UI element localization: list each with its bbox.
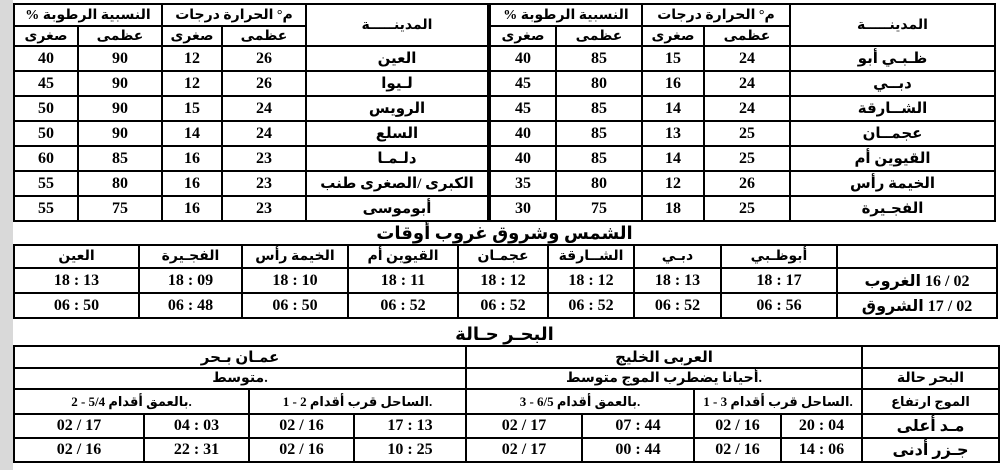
- humidity-min-cell: 50: [14, 121, 78, 146]
- table-row: [14, 96, 488, 121]
- emirates-weather-table: [489, 3, 996, 222]
- table-row: [14, 146, 488, 171]
- tide-time-cell: 04‎ ‎:‎ ‎03: [144, 414, 249, 438]
- city-weather-tables: [13, 3, 1000, 222]
- sea-state-row-label: حالة‎ ‎البحر: [862, 368, 999, 389]
- table-row: [14, 196, 488, 221]
- table-row: [490, 196, 995, 221]
- temp-max-cell: 26: [222, 71, 306, 96]
- humidity-min-header: صغرى: [14, 26, 78, 46]
- sunset-time-cell: 18‎ ‎:‎ ‎13: [14, 268, 139, 293]
- tide-time-cell: 17‎ ‎:‎ ‎13: [354, 414, 466, 438]
- sunset-time-cell: 18‎ ‎:‎ ‎17: [721, 268, 837, 293]
- temp-min-header: صغرى: [162, 26, 222, 46]
- tide-date-cell: 02‎ ‎/‎ ‎16: [14, 438, 144, 462]
- tide-date-cell: 02‎ ‎/‎ ‎17: [466, 438, 582, 462]
- temp-min-cell: 15: [642, 46, 704, 71]
- humidity-group-header: %‎ ‎الرطوبة‎ ‎النسبية: [490, 4, 642, 26]
- temperature-group-header: درجات‎ ‎الحرارة‎ ‎°م: [642, 4, 790, 26]
- oman-condition-cell: متوسط.: [14, 368, 466, 389]
- temp-max-cell: 24: [222, 96, 306, 121]
- sun-times-table: [13, 244, 998, 319]
- sea-names-row: [14, 346, 999, 368]
- sunset-time-cell: 18‎ ‎:‎ ‎09: [139, 268, 242, 293]
- oman-sea-name-cell: بـحر‎ ‎عمـان: [14, 346, 466, 368]
- tide-date-cell: 02‎ ‎/‎ ‎16: [249, 438, 354, 462]
- city-header-cell: رأس‎ ‎الخيمة: [242, 245, 348, 268]
- humidity-min-cell: 35: [490, 171, 556, 196]
- city-cell: الرويس: [306, 96, 488, 121]
- humidity-max-cell: 85: [556, 96, 642, 121]
- humidity-max-cell: 90: [78, 121, 162, 146]
- temp-min-cell: 12: [642, 171, 704, 196]
- temp-max-cell: 24: [222, 121, 306, 146]
- city-header-cell: العين: [14, 245, 139, 268]
- arabian-gulf-name-cell: الخليج‎ ‎العربى: [466, 346, 862, 368]
- temp-max-cell: 23: [222, 196, 306, 221]
- temp-max-cell: 25: [704, 146, 790, 171]
- temp-max-cell: 24: [704, 96, 790, 121]
- city-header-cell: الفجـيرة: [139, 245, 242, 268]
- temp-min-cell: 15: [162, 96, 222, 121]
- city-cell: العين: [306, 46, 488, 71]
- table-row: [490, 71, 995, 96]
- sunrise-time-cell: 06‎ ‎:‎ ‎52: [548, 293, 634, 318]
- tide-time-cell: 22‎ ‎:‎ ‎31: [144, 438, 249, 462]
- city-cell: دبــي: [790, 71, 995, 96]
- city-cell: الشــارقة: [790, 96, 995, 121]
- low-tide-row: [14, 438, 999, 462]
- humidity-max-header: عظمى: [556, 26, 642, 46]
- table-row: [490, 121, 995, 146]
- sunset-time-cell: 18‎ ‎:‎ ‎13: [634, 268, 721, 293]
- temp-max-cell: 23: [222, 171, 306, 196]
- temp-min-cell: 16: [162, 196, 222, 221]
- temp-max-cell: 24: [704, 71, 790, 96]
- sunrise-time-cell: 06‎ ‎:‎ ‎52: [348, 293, 458, 318]
- tide-date-cell: 02‎ ‎/‎ ‎17: [14, 414, 144, 438]
- humidity-min-cell: 55: [14, 171, 78, 196]
- city-cell: الفجـيرة: [790, 196, 995, 221]
- group-header-row: [14, 4, 488, 26]
- sunrise-time-cell: 06‎ ‎:‎ ‎50: [14, 293, 139, 318]
- temp-min-cell: 14: [642, 146, 704, 171]
- humidity-min-cell: 55: [14, 196, 78, 221]
- temp-min-cell: 16: [162, 171, 222, 196]
- tide-date-cell: 02‎ ‎/‎ ‎16: [249, 414, 354, 438]
- sunset-row: [14, 268, 997, 293]
- table-row: [490, 171, 995, 196]
- city-cell: السلع: [306, 121, 488, 146]
- gulf-coast-wave-range-cell: 1‎ ‎-‎ ‎3‎ ‎أقدام‎ ‎قرب‎ ‎الساحل.: [694, 389, 862, 414]
- table-row: [14, 171, 488, 196]
- sunrise-time-cell: 06‎ ‎:‎ ‎52: [458, 293, 548, 318]
- temp-min-cell: 14: [642, 96, 704, 121]
- empty-corner-cell: [837, 245, 997, 268]
- wave-height-row: [14, 389, 999, 414]
- gulf-condition-cell: متوسط‎ ‎الموج‎ ‎يضطرب‎ ‎أحيانا.: [466, 368, 862, 389]
- city-cell: رأس‎ ‎الخيمة: [790, 171, 995, 196]
- high-tide-row: [14, 414, 999, 438]
- temp-min-cell: 13: [642, 121, 704, 146]
- city-header-cell: الشــارقة: [548, 245, 634, 268]
- tide-date-cell: 02‎ ‎/‎ ‎17: [466, 414, 582, 438]
- tide-time-cell: 20‎ ‎:‎ ‎04: [781, 414, 862, 438]
- tide-time-cell: 14‎ ‎:‎ ‎06: [781, 438, 862, 462]
- humidity-min-cell: 45: [490, 96, 556, 121]
- sunset-row-label: الغروب‎ ‎16‎ ‎/‎ ‎02: [837, 268, 997, 293]
- city-header-cell: دبـي: [634, 245, 721, 268]
- humidity-max-cell: 90: [78, 96, 162, 121]
- temp-min-cell: 14: [162, 121, 222, 146]
- humidity-min-cell: 50: [14, 96, 78, 121]
- tide-time-cell: 00‎ ‎:‎ ‎44: [582, 438, 694, 462]
- sunrise-row: [14, 293, 997, 318]
- temp-max-cell: 23: [222, 146, 306, 171]
- sunset-time-cell: 18‎ ‎:‎ ‎11: [348, 268, 458, 293]
- oman-coast-wave-range-cell: 1‎ ‎-‎ ‎2‎ ‎أقدام‎ ‎قرب‎ ‎الساحل.: [249, 389, 466, 414]
- group-header-row: [490, 4, 995, 26]
- high-tide-row-label: أعلى‎ ‎مـد: [862, 414, 999, 438]
- city-cell: عجمــان: [790, 121, 995, 146]
- temp-min-cell: 18: [642, 196, 704, 221]
- tide-date-cell: 02‎ ‎/‎ ‎16: [694, 438, 781, 462]
- temp-max-cell: 26: [222, 46, 306, 71]
- humidity-min-cell: 60: [14, 146, 78, 171]
- city-cell: أبو‎ ‎ظـبـي: [790, 46, 995, 71]
- sunrise-time-cell: 06‎ ‎:‎ ‎56: [721, 293, 837, 318]
- sea-state-section-title: حـالة‎ ‎البحـر: [455, 324, 554, 344]
- humidity-max-cell: 75: [556, 196, 642, 221]
- tide-date-cell: 02‎ ‎/‎ ‎16: [694, 414, 781, 438]
- humidity-min-header: صغرى: [490, 26, 556, 46]
- city-cell: أبوموسى: [306, 196, 488, 221]
- humidity-max-header: عظمى: [78, 26, 162, 46]
- humidity-max-cell: 75: [78, 196, 162, 221]
- city-cell: لـيوا: [306, 71, 488, 96]
- humidity-max-cell: 85: [556, 46, 642, 71]
- city-cell: طنب‎ ‎الصغرى/‎ ‎الكبرى: [306, 171, 488, 196]
- humidity-min-cell: 40: [14, 46, 78, 71]
- city-column-header: المدينـــــة: [790, 4, 995, 46]
- city-column-header: المدينـــــة: [306, 4, 488, 46]
- sunset-time-cell: 18‎ ‎:‎ ‎10: [242, 268, 348, 293]
- city-header-cell: أم‎ ‎القيوين: [348, 245, 458, 268]
- temp-min-cell: 12: [162, 71, 222, 96]
- table-row: [490, 46, 995, 71]
- humidity-min-cell: 30: [490, 196, 556, 221]
- oman-deep-wave-range-cell: 2‎ ‎-‎ ‎5/4‎ ‎أقدام‎ ‎بالعمق.: [14, 389, 249, 414]
- temp-min-cell: 16: [162, 146, 222, 171]
- table-row: [14, 71, 488, 96]
- temp-max-cell: 25: [704, 196, 790, 221]
- humidity-group-header: %‎ ‎الرطوبة‎ ‎النسبية: [14, 4, 162, 26]
- city-cell: دلـمـا: [306, 146, 488, 171]
- temp-max-header: عظمى: [222, 26, 306, 46]
- humidity-min-cell: 40: [490, 46, 556, 71]
- wave-height-row-label: ارتفاع‎ ‎الموج: [862, 389, 999, 414]
- humidity-max-cell: 80: [556, 71, 642, 96]
- sunrise-row-label: الشروق‎ ‎17‎ ‎/‎ ‎02: [837, 293, 997, 318]
- city-cell: أم‎ ‎القيوين: [790, 146, 995, 171]
- humidity-max-cell: 85: [78, 146, 162, 171]
- empty-corner-cell: [862, 346, 999, 368]
- temp-min-header: صغرى: [642, 26, 704, 46]
- humidity-min-cell: 45: [14, 71, 78, 96]
- temp-min-cell: 12: [162, 46, 222, 71]
- sea-state-table: [13, 345, 1000, 463]
- sun-cities-header-row: [14, 245, 997, 268]
- low-tide-row-label: أدنى‎ ‎جـزر: [862, 438, 999, 462]
- city-header-cell: عجمـان: [458, 245, 548, 268]
- sunset-time-cell: 18‎ ‎:‎ ‎12: [458, 268, 548, 293]
- areas-weather-table: [13, 3, 489, 222]
- document-content: [13, 0, 1000, 470]
- gulf-deep-wave-range-cell: 3‎ ‎-‎ ‎6/5‎ ‎أقدام‎ ‎بالعمق.: [466, 389, 694, 414]
- humidity-max-cell: 90: [78, 71, 162, 96]
- table-row: [490, 96, 995, 121]
- humidity-min-cell: 45: [490, 71, 556, 96]
- humidity-max-cell: 80: [78, 171, 162, 196]
- tide-time-cell: 10‎ ‎:‎ ‎25: [354, 438, 466, 462]
- sun-times-section-title: أوقات‎ ‎غروب‎ ‎وشروق‎ ‎الشمس: [376, 223, 633, 243]
- humidity-max-cell: 80: [556, 171, 642, 196]
- humidity-max-cell: 85: [556, 146, 642, 171]
- table-row: [14, 46, 488, 71]
- temp-max-header: عظمى: [704, 26, 790, 46]
- humidity-max-cell: 85: [556, 121, 642, 146]
- temp-min-cell: 16: [642, 71, 704, 96]
- sunset-time-cell: 18‎ ‎:‎ ‎12: [548, 268, 634, 293]
- sunrise-time-cell: 06‎ ‎:‎ ‎50: [242, 293, 348, 318]
- city-header-cell: أبوظـبي: [721, 245, 837, 268]
- table-row: [14, 121, 488, 146]
- sunrise-time-cell: 06‎ ‎:‎ ‎48: [139, 293, 242, 318]
- temp-max-cell: 26: [704, 171, 790, 196]
- tide-time-cell: 07‎ ‎:‎ ‎44: [582, 414, 694, 438]
- temperature-group-header: درجات‎ ‎الحرارة‎ ‎°م: [162, 4, 306, 26]
- temp-max-cell: 24: [704, 46, 790, 71]
- sunrise-time-cell: 06‎ ‎:‎ ‎52: [634, 293, 721, 318]
- humidity-min-cell: 40: [490, 146, 556, 171]
- temp-max-cell: 25: [704, 121, 790, 146]
- humidity-max-cell: 90: [78, 46, 162, 71]
- sea-condition-row: [14, 368, 999, 389]
- table-row: [490, 146, 995, 171]
- humidity-min-cell: 40: [490, 121, 556, 146]
